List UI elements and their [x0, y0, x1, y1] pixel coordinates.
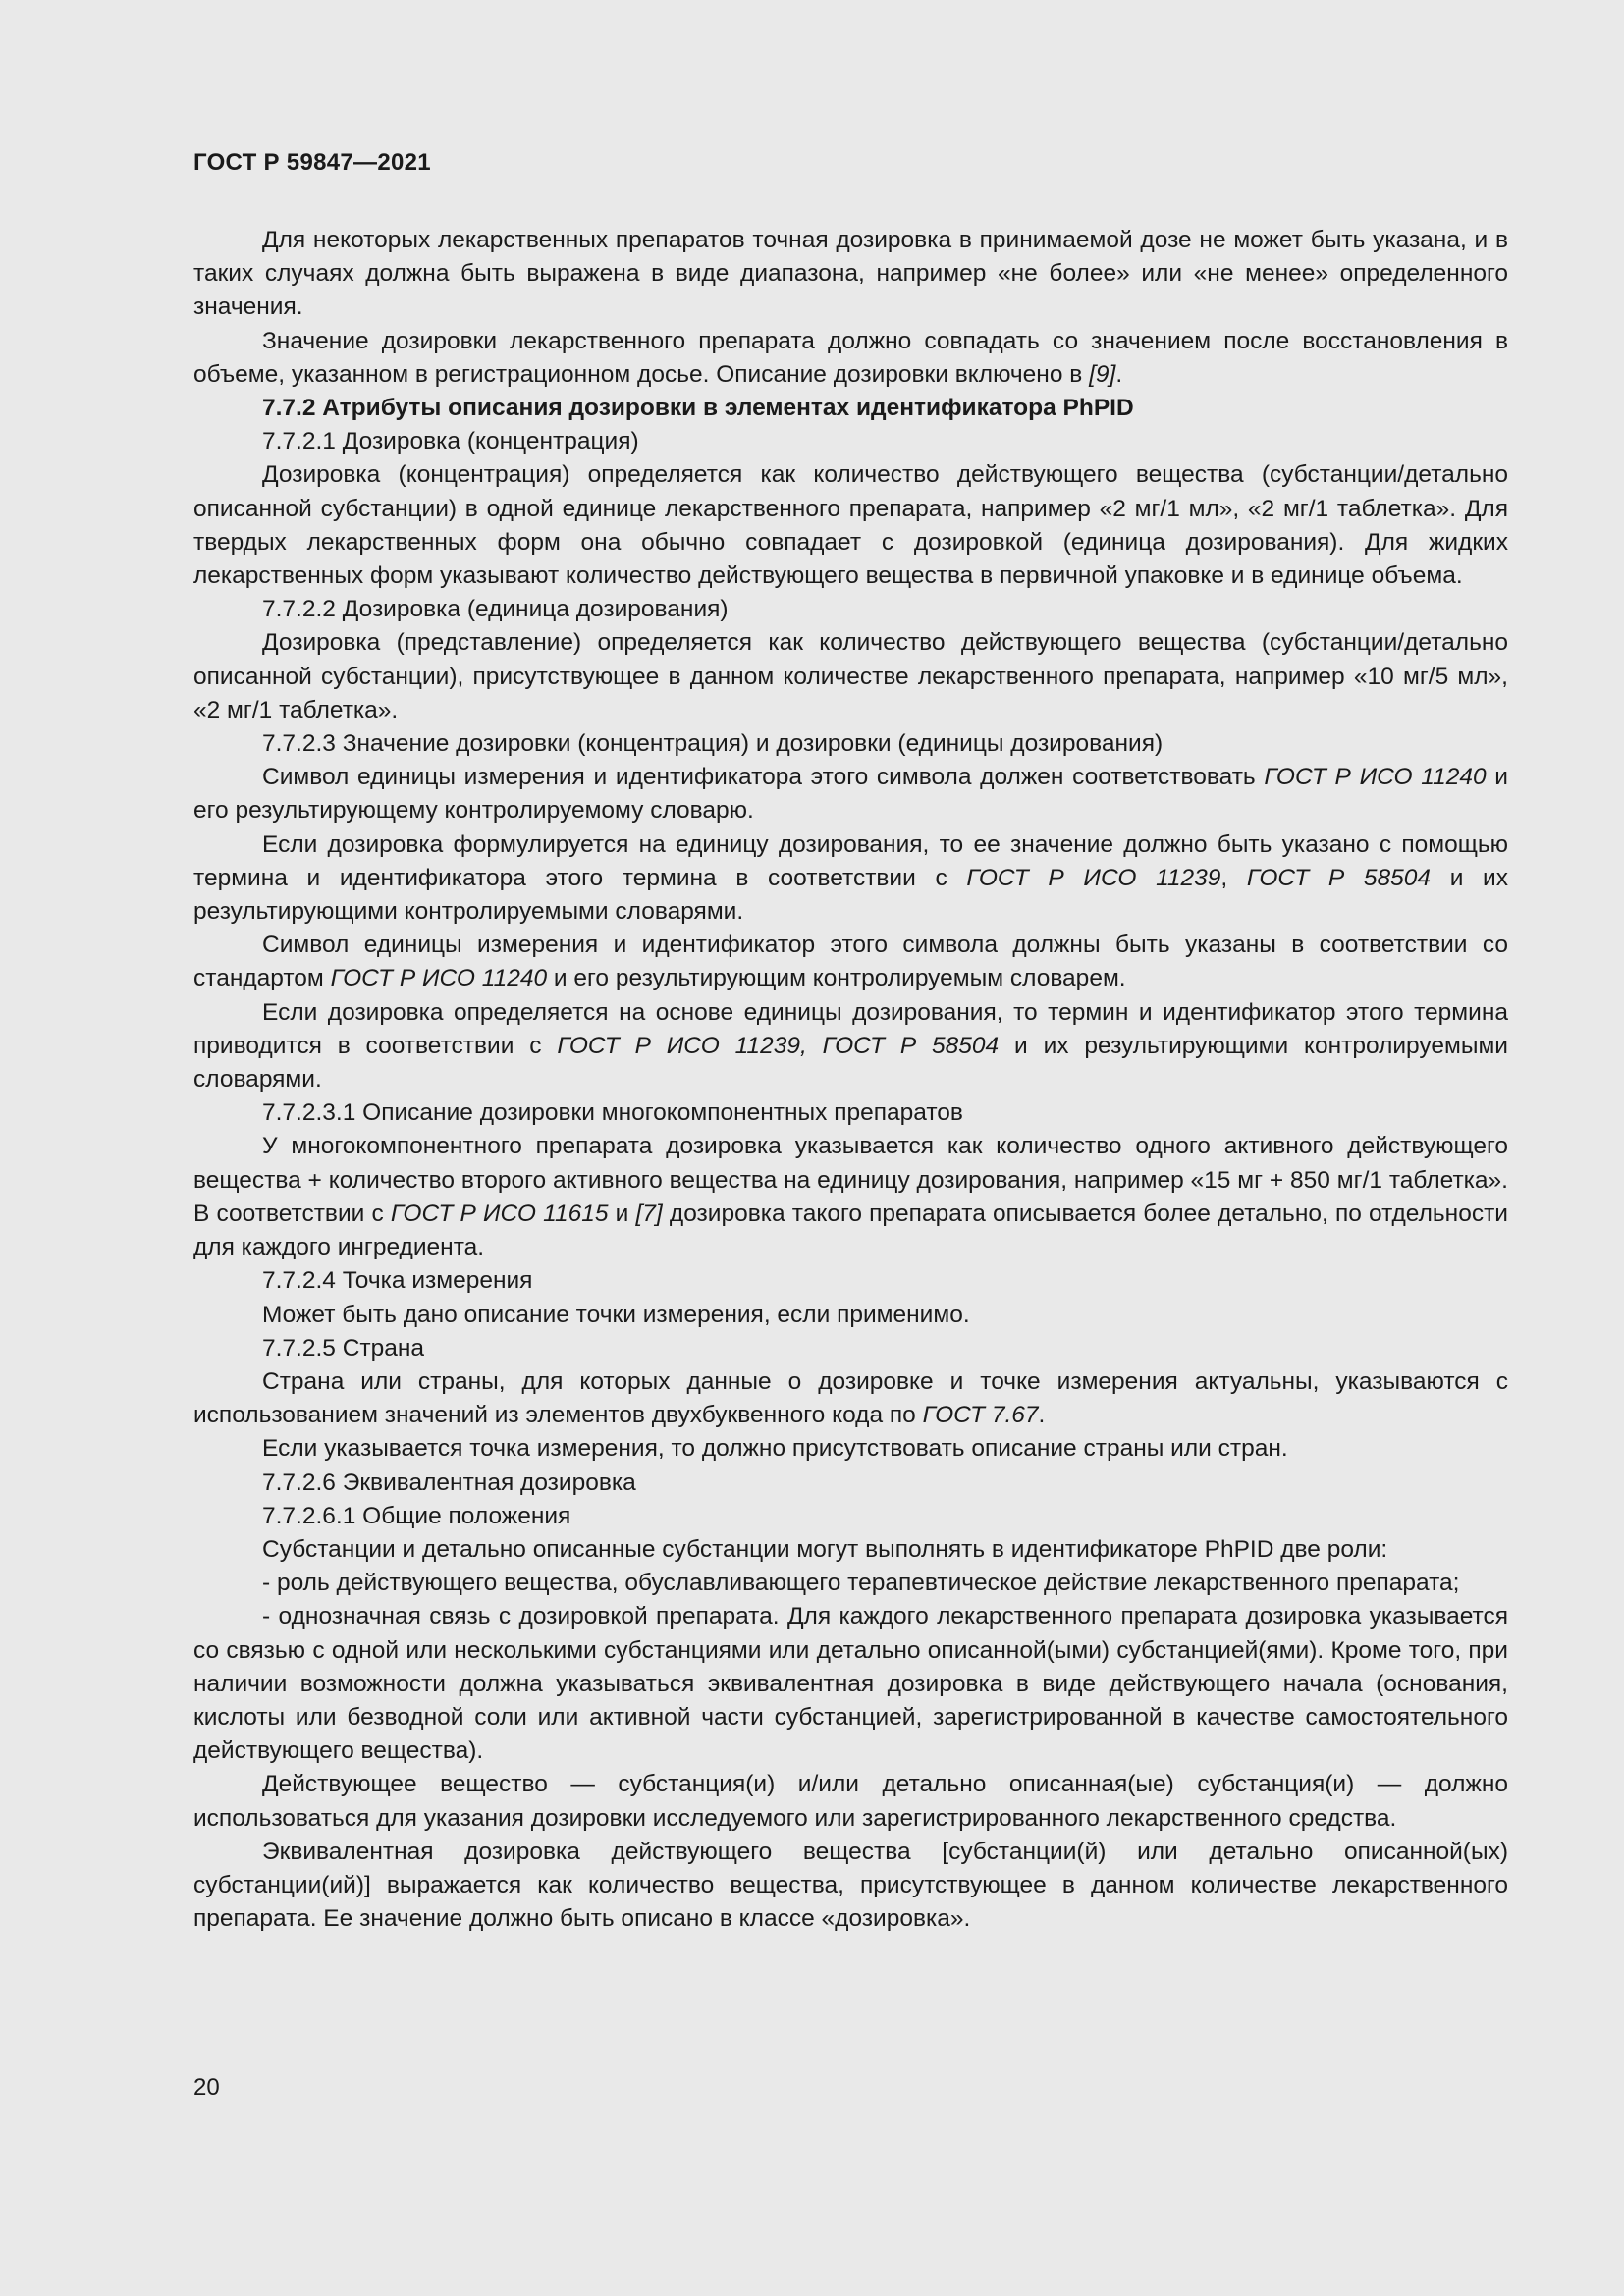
paragraph: Дозировка (представление) определяется как количество действующего вещества (субстанции/детально описанной субстанции), присутствующее в данном количестве лекарственного препарата, например «10 мг/5 мл», «2 мг/1 таблетка».	[193, 629, 1508, 723]
subsection-heading: 7.7.2.3 Значение дозировки (концентрация) и дозировки (единицы дозирования)	[262, 730, 1164, 758]
document-body	[193, 224, 1508, 1936]
subsection-heading: 7.7.2.2 Дозировка (единица дозирования)	[262, 596, 729, 623]
paragraph: Если указывается точка измерения, то должно присутствовать описание страны или стран.	[262, 1435, 1288, 1463]
paragraph: Субстанции и детально описанные субстанции могут выполнять в идентификаторе PhPID две роли:	[262, 1535, 1388, 1563]
paragraph: Дозировка (концентрация) определяется как количество действующего вещества (субстанции/детально описанной субстанции) в одной единице лекарственного препарата, например «2 мг/1 мл», «2 мг/1 таблетка». Для твердых лекарственных форм она обычно совпадает с дозировкой (единица дозирования). Для жидких лекарственных форм указывают количество действующего вещества в первичной упаковке и в единице объема.	[193, 461, 1508, 590]
page-number: 20	[193, 2074, 220, 2101]
reference-link: [7]	[635, 1200, 663, 1227]
reference-link: ГОСТ Р ИСО 11239, ГОСТ Р 58504	[557, 1032, 1000, 1059]
document-header: ГОСТ Р 59847—2021	[193, 149, 431, 176]
subsection-heading: 7.7.2.3.1 Описание дозировки многокомпонентных препаратов	[262, 1099, 963, 1127]
paragraph: Для некоторых лекарственных препаратов точная дозировка в принимаемой дозе не может быть указана, и в таких случаях должна быть выражена в виде диапазона, например «не более» или «не менее» определенного значения.	[193, 227, 1508, 321]
subsection-heading: 7.7.2.4 Точка измерения	[262, 1267, 533, 1295]
paragraph: Символ единицы измерения и идентификатора этого символа должен соответствовать ГОСТ Р ИСО 11240 и его результирующему контролируемому словарю.	[193, 764, 1508, 825]
reference-link: [9]	[1089, 360, 1116, 388]
subsection-heading: 7.7.2.6.1 Общие положения	[262, 1502, 571, 1529]
reference-link: ГОСТ Р 58504	[1246, 864, 1432, 891]
reference-link: ГОСТ Р ИСО 11239	[966, 864, 1221, 891]
reference-link: ГОСТ 7.67	[922, 1402, 1039, 1429]
paragraph: Эквивалентная дозировка действующего вещества [субстанции(й) или детально описанной(ых) субстанции(ий)] выражается как количество вещества, присутствующее в данном количестве лекарственного препарата. Ее значение должно быть описано в классе «дозировка».	[193, 1838, 1508, 1933]
paragraph: Значение дозировки лекарственного препарата должно совпадать со значением после восстановления в объеме, указанном в регистрационном досье. Описание дозировки включено в [9].	[193, 327, 1508, 388]
list-item: - однозначная связь с дозировкой препарата. Для каждого лекарственного препарата дозировка указывается со связью с одной или несколькими субстанциями или детально описанной(ыми) субстанцией(ями). Кроме того, при наличии возможности должна указываться эквивалентная дозировка в виде действующего начала (основания, кислоты или безводной соли или активной части субстанцией, зарегистрированной в качестве самостоятельного действующего вещества).	[193, 1603, 1508, 1765]
paragraph: Если дозировка формулируется на единицу дозирования, то ее значение должно быть указано с помощью термина и идентификатора этого термина в соответствии с ГОСТ Р ИСО 11239, ГОСТ Р 58504 и их результирующими контролируемыми словарями.	[193, 830, 1508, 926]
reference-link: ГОСТ Р ИСО 11240	[1264, 764, 1487, 791]
paragraph: Если дозировка определяется на основе единицы дозирования, то термин и идентификатор этого термина приводится в соответствии с ГОСТ Р ИСО 11239, ГОСТ Р 58504 и их результирующими контролируемыми словарями.	[193, 998, 1508, 1094]
reference-link: ГОСТ Р ИСО 11615	[390, 1200, 609, 1227]
subsection-heading: 7.7.2.1 Дозировка (концентрация)	[262, 428, 639, 455]
paragraph: Действующее вещество — субстанция(и) и/или детально описанная(ые) субстанция(и) — должно использоваться для указания дозировки исследуемого или зарегистрированного лекарственного средства.	[193, 1771, 1508, 1832]
list-item: - роль действующего вещества, обуславливающего терапевтическое действие лекарственного препарата;	[262, 1570, 1460, 1597]
subsection-heading: 7.7.2.5 Страна	[262, 1334, 425, 1362]
paragraph: Страна или страны, для которых данные о дозировке и точке измерения актуальны, указываются с использованием значений из элементов двухбуквенного кода по ГОСТ 7.67.	[193, 1367, 1508, 1429]
paragraph: Символ единицы измерения и идентификатор этого символа должны быть указаны в соответствии со стандартом ГОСТ Р ИСО 11240 и его результирующим контролируемым словарем.	[193, 932, 1508, 992]
reference-link: ГОСТ Р ИСО 11240	[330, 965, 548, 992]
paragraph: У многокомпонентного препарата дозировка указывается как количество одного активного действующего вещества + количество второго активного вещества на единицу дозирования, например «15 мг + 850 мг/1 таблетка». В соответствии с ГОСТ Р ИСО 11615 и [7] дозировка такого препарата описывается более детально, по отдельности для каждого ингредиента.	[193, 1133, 1508, 1261]
paragraph: Может быть дано описание точки измерения, если применимо.	[262, 1301, 970, 1328]
subsection-heading: 7.7.2.6 Эквивалентная дозировка	[262, 1468, 636, 1496]
section-heading: 7.7.2 Атрибуты описания дозировки в элементах идентификатора PhPID	[262, 395, 1134, 422]
